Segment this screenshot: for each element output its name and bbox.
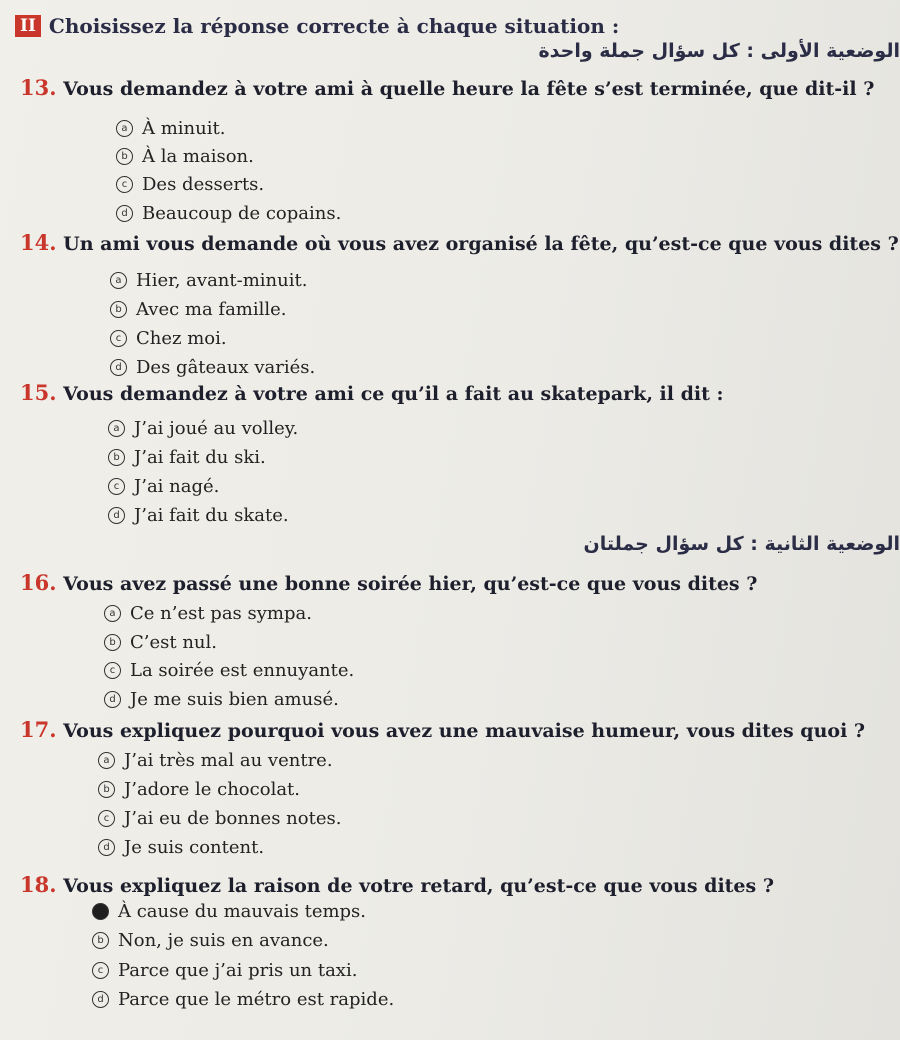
option-marker[interactable]: b — [98, 781, 115, 798]
option-text: J’ai joué au volley. — [134, 418, 299, 439]
option-marker[interactable]: a — [110, 272, 127, 289]
option-15-a[interactable] — [108, 418, 298, 439]
option-text: À minuit. — [142, 118, 226, 139]
option-marker[interactable]: d — [92, 991, 109, 1008]
option-marker[interactable]: d — [116, 205, 133, 222]
option-13-a[interactable] — [116, 118, 225, 139]
option-marker[interactable]: a — [98, 752, 115, 769]
question-number: 13. — [20, 75, 57, 100]
option-14-a[interactable] — [110, 270, 307, 291]
option-marker[interactable]: a — [104, 605, 121, 622]
question-17 — [20, 717, 865, 742]
option-text: Je me suis bien amusé. — [130, 689, 339, 710]
question-text: Vous expliquez pourquoi vous avez une mauvaise humeur, vous dites quoi ? — [63, 720, 866, 742]
option-marker[interactable]: b — [92, 932, 109, 949]
question-text: Un ami vous demande où vous avez organisé la fête, qu’est-ce que vous dites ? — [63, 233, 899, 255]
option-16-d[interactable] — [104, 689, 339, 710]
option-text: Non, je suis en avance. — [118, 930, 329, 951]
option-text: Des gâteaux variés. — [136, 357, 316, 378]
option-text: Ce n’est pas sympa. — [130, 603, 312, 624]
arabic-subtitle-1: الوضعية الأولى : كل سؤال جملة واحدة — [538, 40, 900, 62]
question-13 — [20, 75, 874, 100]
option-text: J’ai fait du ski. — [134, 447, 266, 468]
question-text: Vous demandez à votre ami à quelle heure la fête s’est terminée, que dit-il ? — [63, 78, 875, 100]
option-16-a[interactable] — [104, 603, 312, 624]
option-text: J’ai eu de bonnes notes. — [124, 808, 342, 829]
option-13-b[interactable] — [116, 146, 254, 167]
option-marker[interactable]: c — [104, 662, 121, 679]
option-text: Des desserts. — [142, 174, 265, 195]
question-15 — [20, 380, 724, 405]
option-16-c[interactable] — [104, 660, 354, 681]
option-marker[interactable]: c — [92, 962, 109, 979]
option-marker[interactable]: d — [98, 839, 115, 856]
section-number: II — [15, 15, 41, 37]
option-marker[interactable]: d — [104, 691, 121, 708]
option-text: Parce que j’ai pris un taxi. — [118, 960, 358, 981]
option-marker[interactable]: c — [116, 176, 133, 193]
question-text: Vous expliquez la raison de votre retard, qu’est-ce que vous dites ? — [63, 875, 774, 897]
option-17-b[interactable] — [98, 779, 300, 800]
option-text: J’ai fait du skate. — [134, 505, 289, 526]
option-marker[interactable]: a — [108, 420, 125, 437]
option-text: À cause du mauvais temps. — [118, 901, 367, 922]
option-marker[interactable]: c — [110, 330, 127, 347]
question-number: 16. — [20, 570, 57, 595]
question-text: Vous demandez à votre ami ce qu’il a fait au skatepark, il dit : — [63, 383, 724, 405]
option-16-b[interactable] — [104, 632, 217, 653]
option-18-a[interactable] — [92, 901, 366, 922]
section-title: Choisissez la réponse correcte à chaque situation : — [48, 14, 620, 38]
option-15-b[interactable] — [108, 447, 266, 468]
option-marker[interactable]: d — [108, 507, 125, 524]
option-18-d[interactable] — [92, 989, 394, 1010]
arabic-subtitle-2: الوضعية الثانية : كل سؤال جملتان — [583, 533, 900, 555]
option-text: J’ai très mal au ventre. — [124, 750, 333, 771]
option-marker[interactable]: a — [116, 120, 133, 137]
option-marker[interactable]: d — [110, 359, 127, 376]
question-number: 14. — [20, 230, 57, 255]
option-marker[interactable]: b — [116, 148, 133, 165]
question-text: Vous avez passé une bonne soirée hier, qu’est-ce que vous dites ? — [63, 573, 758, 595]
option-13-c[interactable] — [116, 174, 264, 195]
option-marker[interactable]: c — [108, 478, 125, 495]
option-text: C’est nul. — [130, 632, 218, 653]
option-17-d[interactable] — [98, 837, 264, 858]
option-14-c[interactable] — [110, 328, 227, 349]
option-marker[interactable]: b — [104, 634, 121, 651]
option-text: Avec ma famille. — [136, 299, 287, 320]
question-number: 18. — [20, 872, 57, 897]
option-marker[interactable]: b — [108, 449, 125, 466]
question-14 — [20, 230, 899, 255]
option-text: Je suis content. — [124, 837, 265, 858]
question-16 — [20, 570, 757, 595]
option-text: Chez moi. — [136, 328, 227, 349]
option-text: J’adore le chocolat. — [124, 779, 301, 800]
option-18-c[interactable] — [92, 960, 357, 981]
option-13-d[interactable] — [116, 203, 341, 224]
option-text: Parce que le métro est rapide. — [118, 989, 395, 1010]
option-text: La soirée est ennuyante. — [130, 660, 355, 681]
option-17-a[interactable] — [98, 750, 333, 771]
option-text: J’ai nagé. — [134, 476, 220, 497]
question-number: 17. — [20, 717, 57, 742]
question-18 — [20, 872, 774, 897]
option-text: À la maison. — [142, 146, 254, 167]
option-18-b[interactable] — [92, 930, 329, 951]
option-14-b[interactable] — [110, 299, 287, 320]
option-15-d[interactable] — [108, 505, 289, 526]
question-number: 15. — [20, 380, 57, 405]
option-text: Beaucoup de copains. — [142, 203, 342, 224]
option-text: Hier, avant-minuit. — [136, 270, 308, 291]
option-15-c[interactable] — [108, 476, 219, 497]
option-17-c[interactable] — [98, 808, 341, 829]
option-marker-selected[interactable]: a — [92, 903, 109, 920]
option-14-d[interactable] — [110, 357, 315, 378]
section-header — [15, 14, 619, 38]
option-marker[interactable]: c — [98, 810, 115, 827]
option-marker[interactable]: b — [110, 301, 127, 318]
